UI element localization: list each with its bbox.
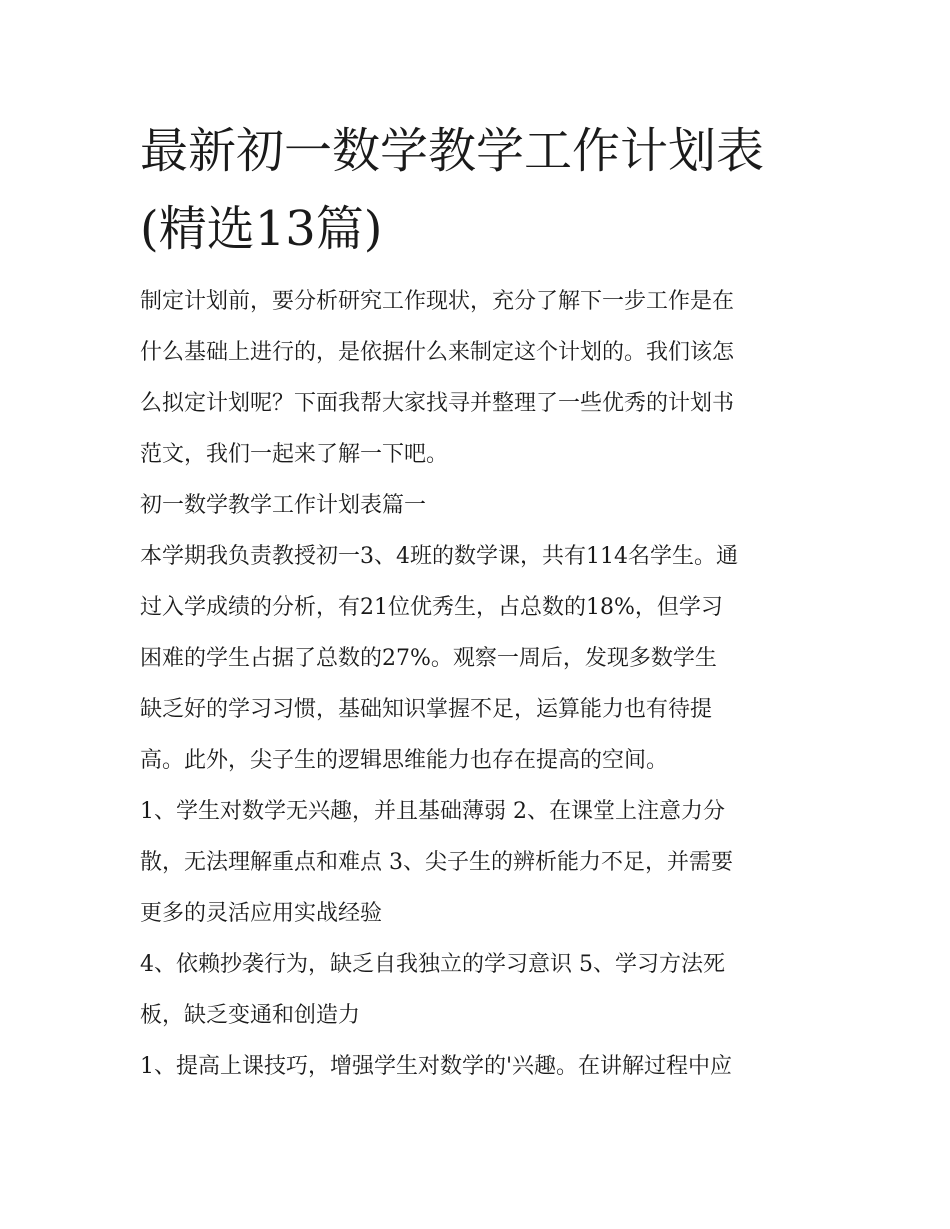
document-title	[140, 112, 820, 268]
body-line: 4、依赖抄袭行为，缺乏自我独立的学习意识 5、学习方法死	[140, 952, 725, 977]
body-line: 什么基础上进行的，是依据什么来制定这个计划的。我们该怎	[140, 340, 735, 365]
section-heading: 初一数学教学工作计划表篇一	[140, 493, 427, 518]
body-line: 困难的学生占据了总数的27%。观察一周后，发现多数学生	[140, 646, 717, 671]
body-line: 制定计划前，要分析研究工作现状，充分了解下一步工作是在	[140, 289, 735, 314]
body-line: 缺乏好的学习习惯，基础知识掌握不足，运算能力也有待提	[140, 697, 713, 722]
title-line-2: (精选13篇)	[140, 201, 383, 257]
title-line-1: 最新初一数学教学工作计划表	[140, 123, 765, 179]
body-line: 过入学成绩的分析，有21位优秀生，占总数的18%，但学习	[140, 595, 723, 620]
body-line: 1、提高上课技巧，增强学生对数学的'兴趣。在讲解过程中应	[140, 1054, 733, 1079]
document-body	[140, 276, 820, 1092]
body-line: 1、学生对数学无兴趣，并且基础薄弱 2、在课堂上注意力分	[140, 799, 725, 824]
body-line: 板，缺乏变通和创造力	[140, 1003, 361, 1028]
body-line: 高。此外，尖子生的逻辑思维能力也存在提高的空间。	[140, 748, 669, 773]
body-line: 么拟定计划呢？下面我帮大家找寻并整理了一些优秀的计划书	[140, 391, 735, 416]
body-line: 本学期我负责教授初一3、4班的数学课，共有114名学生。通	[140, 544, 738, 569]
body-line: 散，无法理解重点和难点 3、尖子生的辨析能力不足，并需要	[140, 850, 733, 875]
body-line: 范文，我们一起来了解一下吧。	[140, 442, 449, 467]
body-line: 更多的灵活应用实战经验	[140, 901, 383, 926]
